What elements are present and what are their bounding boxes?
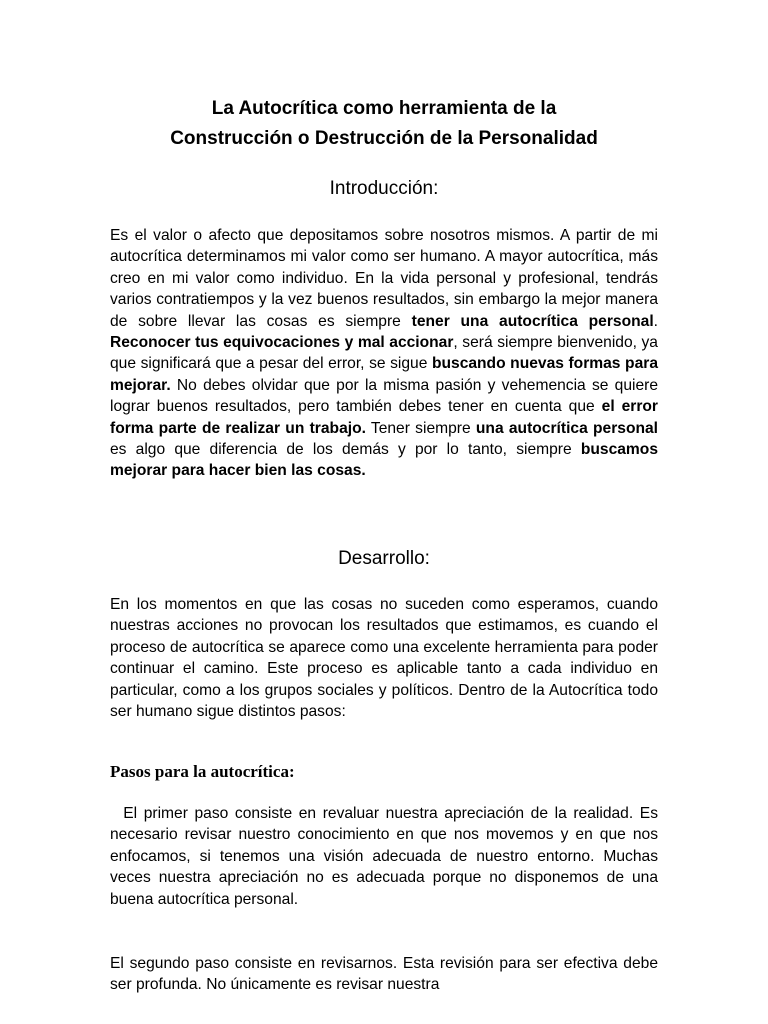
intro-emphasis-run: el error forma parte de realizar un trabajo. (110, 398, 658, 437)
development-heading: Desarrollo: (338, 548, 430, 569)
steps-heading: Pasos para la autocrítica: (110, 762, 295, 781)
intro-emphasis-run: tener una autocrítica personal (411, 312, 654, 330)
step-1-paragraph: El primer paso consiste en revaluar nuestra apreciación de la realidad. Es necesario revisar nuestro conocimiento en que nos movemos y en que nos enfocamos, si tenemos una visión adecuada de nuestro entorno. Muchas veces nuestra apreciación no es adecuada porque no disponemos de una buena autocrítica personal. (110, 805, 658, 908)
development-paragraph: En los momentos en que las cosas no suceden como esperamos, cuando nuestras acciones no provocan los resultados que estimamos, es cuando el proceso de autocrítica se aparece como una excelente herramienta para poder continuar el camino. Este proceso es aplicable tanto a cada individuo en particular, como a los grupos sociales y políticos. Dentro de la Autocrítica todo ser humano sigue distintos pasos: (110, 596, 658, 721)
step-2-paragraph: El segundo paso consiste en revisarnos. Esta revisión para ser efectiva debe ser profunda. No únicamente es revisar nuestra (110, 955, 658, 994)
intro-emphasis-run: Reconocer tus equivocaciones y mal accionar (110, 334, 454, 352)
title-line-2: Construcción o Destrucción de la Personalidad (170, 128, 598, 149)
intro-text-run: es algo que diferencia de los demás y por lo tanto, siempre (110, 441, 581, 459)
document-title (90, 94, 678, 154)
intro-emphasis-run: una autocrítica personal (475, 419, 658, 437)
intro-emphasis-run: buscamos mejorar para hacer bien las cosas. (110, 441, 658, 480)
intro-paragraph (110, 225, 658, 482)
intro-text-run: Tener siempre (365, 419, 476, 437)
intro-text-run: Es el valor o afecto que depositamos sobre nosotros mismos. A partir de mi autocrítica determinamos mi valor como ser humano. A mayor autocrítica, más creo en mi valor como individuo. En la vida personal y profesional, tendrás varios contratiempos y la vez buenos resultados, sin embargo la mejor manera de sobre llevar las cosas es siempre (110, 227, 658, 330)
intro-text-run: , será siempre bienvenido, ya que significará que a pesar del error, se sigue (110, 334, 658, 373)
title-line-1: La Autocrítica como herramienta de la (211, 98, 557, 119)
intro-emphasis-run: buscando nuevas formas para mejorar. (110, 355, 658, 394)
intro-heading: Introducción: (329, 178, 439, 199)
intro-text-run: . (653, 312, 658, 330)
intro-text-run: No debes olvidar que por la misma pasión y vehemencia se quiere lograr buenos resultados, pero también debes tener en cuenta que (110, 376, 658, 416)
